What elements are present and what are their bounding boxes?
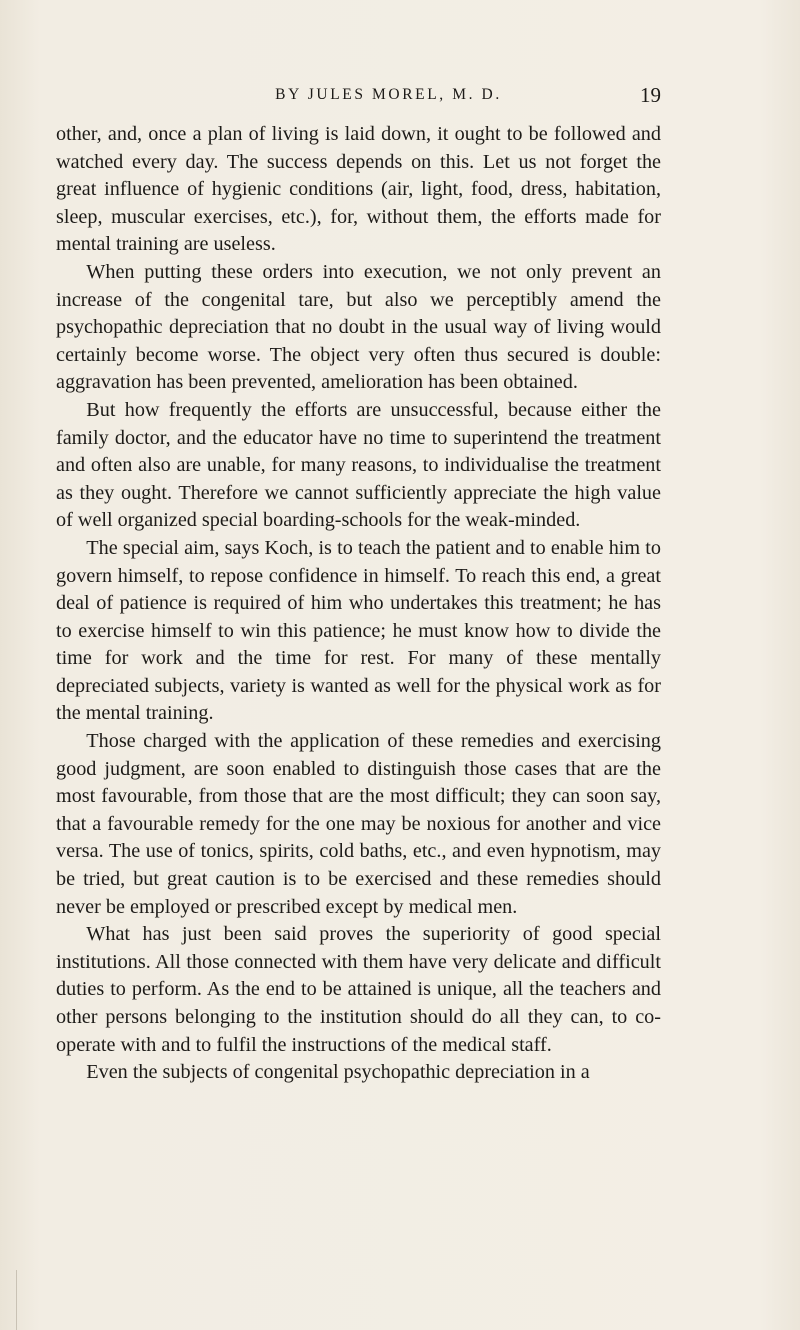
paragraph-2: When putting these orders into execution, we not only prevent an increase of the congenital tare, but also we perceptibly amend the psychopathic depreciation that no doubt in the usual way of living would certainly become worse. The object very often thus secured is double: aggravation has been prevented, amelioration has been obtained. (56, 260, 661, 394)
paragraph-5: Those charged with the application of these remedies and exercising good judgment, are soon enabled to distinguish those cases that are the most favourable, from those that are the most difficult; they can soon say, that a favourable remedy for the one may be noxious for another and vice versa. The use of tonics, spirits, cold baths, etc., and even hypnotism, may be tried, but great caution is to be exercised and these remedies should never be employed or prescribed except by medical men. (56, 730, 661, 918)
paragraph-6: What has just been said proves the superiority of good special institutions. All those connected with them have very delicate and difficult duties to perform. As the end to be attained is unique, all the teachers and other persons belonging to the institution should do all they can, to co-operate with and to fulfil the instructions of the medical staff. (56, 923, 661, 1056)
paragraph-1: other, and, once a plan of living is laid down, it ought to be followed and watched every day. The success depends on this. Let us not forget the great influence of hygienic conditions (air, light, food, dress, habitation, sleep, muscular exercises, etc.), for, without them, the efforts made for mental training are useless. (56, 123, 661, 256)
page-number: 19 (640, 83, 661, 107)
body-text (56, 121, 661, 1087)
page-edge-line (0, 1270, 17, 1330)
running-head (56, 80, 661, 110)
running-title: BY JULES MOREL, M. D. (275, 86, 502, 103)
paragraph-3: But how frequently the efforts are unsuccessful, because either the family doctor, and the educator have no time to superintend the treatment and often also are unable, for many reasons, to individualise the treatment as they ought. Therefore we cannot sufficiently appreciate the high value of well organized special boarding-schools for the weak-minded. (56, 398, 661, 532)
paragraph-4: The special aim, says Koch, is to teach the patient and to enable him to govern himself, to repose confidence in himself. To reach this end, a great deal of patience is required of him who undertakes this treatment; he has to exercise himself to win this patience; he must know how to divide the time for work and the time for rest. For many of these mentally depreciated subjects, variety is wanted as well for the physical work as for the mental training. (56, 536, 661, 725)
paragraph-7: Even the subjects of congenital psychopathic depreciation in a (86, 1061, 590, 1084)
